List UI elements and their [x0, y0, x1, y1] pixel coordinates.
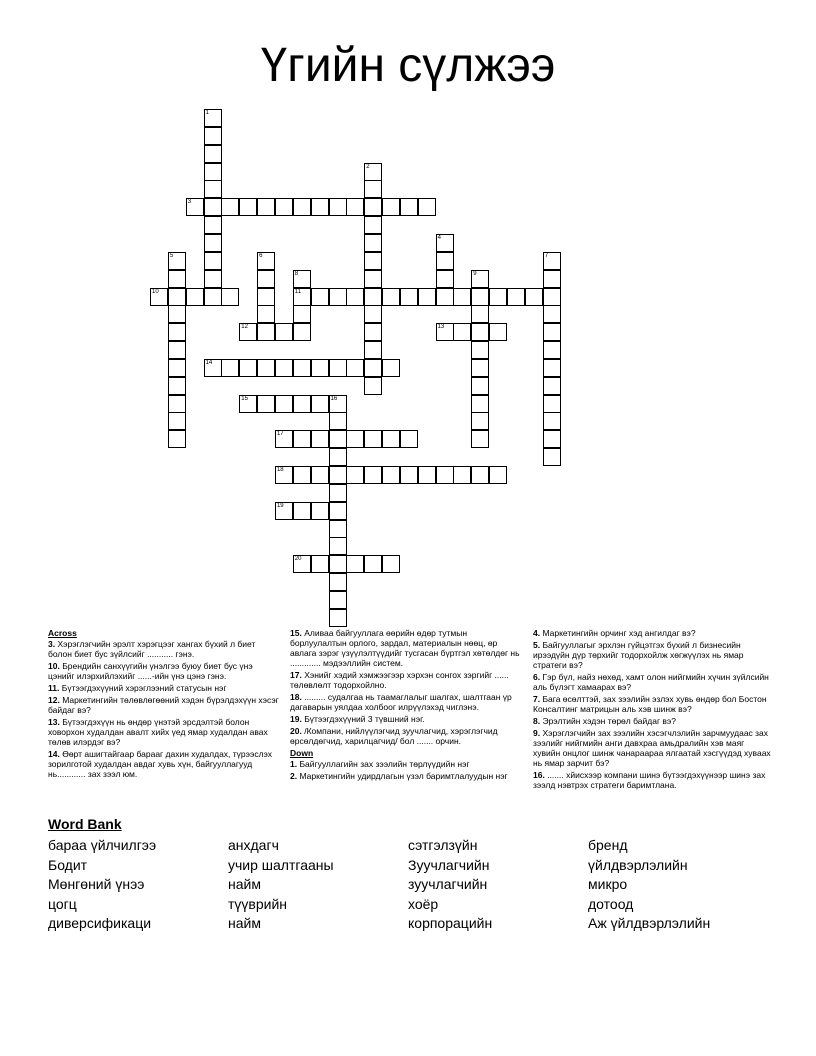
- grid-cell[interactable]: [346, 198, 364, 216]
- clue-across-15: 15. Аливаа байгууллага өөрийн өдөр тутмын борлуулалтын орлого, зардал, материалын нөөц, өр авлага зэрэг үзүүлэлтүүдийг тусгасан бүртгэл хөтөлдөг нь ............. мэдээллийн систем.: [290, 628, 520, 668]
- word-bank-item: цогц: [48, 895, 77, 912]
- word-bank-item: Аж үйлдвэрлэлийн: [588, 915, 711, 931]
- grid-cell[interactable]: [364, 198, 382, 216]
- grid-cell[interactable]: [204, 234, 222, 252]
- word-bank-item: Мөнгөний үнээ: [48, 876, 145, 892]
- grid-cell[interactable]: [489, 323, 507, 341]
- clue-column-1: [48, 628, 280, 781]
- word-bank-item: зуучлагчийн: [408, 876, 488, 892]
- grid-cell[interactable]: [311, 555, 329, 573]
- grid-cell[interactable]: [346, 430, 364, 448]
- across-heading: Across: [48, 628, 77, 638]
- grid-cell[interactable]: [311, 430, 329, 448]
- grid-cell[interactable]: [471, 395, 489, 413]
- word-bank-item: найм: [228, 915, 261, 931]
- word-bank-item: бараа үйлчилгээ: [48, 837, 157, 853]
- grid-cell[interactable]: [168, 288, 186, 306]
- grid-cell[interactable]: [471, 323, 489, 341]
- grid-cell[interactable]: [489, 466, 507, 484]
- word-bank-column-4: [588, 836, 710, 934]
- word-bank-item: дотоод: [588, 895, 634, 912]
- grid-cell[interactable]: [293, 430, 311, 448]
- cell-number: 10: [152, 288, 159, 295]
- grid-cell[interactable]: [364, 359, 382, 377]
- grid-cell[interactable]: [436, 466, 454, 484]
- grid-cell-7[interactable]: [543, 252, 561, 270]
- grid-cell[interactable]: [436, 270, 454, 288]
- grid-cell[interactable]: [471, 305, 489, 323]
- clue-across-19: 19. Бүтээгдэхүүний 3 түвшний нэг.: [290, 714, 425, 724]
- grid-cell[interactable]: [382, 359, 400, 377]
- grid-cell[interactable]: [168, 359, 186, 377]
- grid-cell[interactable]: [364, 430, 382, 448]
- grid-cell[interactable]: [311, 198, 329, 216]
- word-bank-item: бренд: [588, 837, 628, 853]
- word-bank-title: Word Bank: [48, 816, 122, 832]
- grid-cell[interactable]: [543, 288, 561, 306]
- grid-cell[interactable]: [453, 288, 471, 306]
- grid-cell[interactable]: [364, 180, 382, 198]
- word-bank-item: хоёр: [408, 895, 439, 912]
- grid-cell[interactable]: [168, 395, 186, 413]
- grid-cell[interactable]: [382, 288, 400, 306]
- grid-cell[interactable]: [204, 198, 222, 216]
- clue-column-3: [533, 628, 773, 792]
- grid-cell[interactable]: [311, 502, 329, 520]
- cell-number: 6: [259, 252, 263, 259]
- grid-cell[interactable]: [221, 198, 239, 216]
- grid-cell[interactable]: [293, 395, 311, 413]
- grid-cell[interactable]: [329, 502, 347, 520]
- word-bank-item: түүврийн: [228, 895, 288, 912]
- grid-cell[interactable]: [168, 270, 186, 288]
- cell-number: 12: [241, 324, 248, 331]
- grid-cell[interactable]: [364, 341, 382, 359]
- cell-number: 5: [169, 252, 174, 259]
- word-bank-item: учир шалтгааны: [228, 856, 334, 873]
- grid-cell[interactable]: [453, 323, 471, 341]
- word-bank-column-3: [408, 836, 492, 934]
- grid-cell[interactable]: [507, 288, 525, 306]
- grid-cell[interactable]: [221, 359, 239, 377]
- grid-cell[interactable]: [329, 430, 347, 448]
- word-bank-item: корпорацийн: [408, 915, 493, 931]
- grid-cell[interactable]: [168, 323, 186, 341]
- grid-cell[interactable]: [329, 448, 347, 466]
- grid-cell[interactable]: [364, 234, 382, 252]
- grid-cell[interactable]: [204, 180, 222, 198]
- grid-cell-3[interactable]: [186, 198, 204, 216]
- down-heading: Down: [290, 748, 314, 758]
- clue-down-5: 5. Байгууллагыг эрхлэн гүйцэтгэх бүхий л бизнесийн ирээдүйн дүр төрхийг тодорхойлж хөгжүүлэх нь ямар стратеги вэ?: [533, 640, 744, 670]
- grid-cell[interactable]: [239, 198, 257, 216]
- word-bank-item: микро: [588, 876, 628, 892]
- grid-cell-20[interactable]: [293, 555, 311, 573]
- grid-cell[interactable]: [293, 359, 311, 377]
- grid-cell[interactable]: [168, 341, 186, 359]
- clue-across-14: 14. Өөрт ашигтайгаар барааг дахин худалдах, түрээслэх зорилготой худалдан авдаг хувь хүн, байгууллагууд нь............ зах зээл юм.: [48, 749, 273, 779]
- grid-cell[interactable]: [329, 573, 347, 591]
- grid-cell[interactable]: [364, 252, 382, 270]
- clue-across-17: 17. Хэнийг хэдий хэмжээгээр хэрхэн сонгох зэргийг ...... төлөвлөлт тодорхойлно.: [290, 670, 509, 690]
- grid-cell[interactable]: [329, 555, 347, 573]
- grid-cell[interactable]: [329, 484, 347, 502]
- cell-number: 16: [330, 395, 338, 402]
- grid-cell[interactable]: [364, 377, 382, 395]
- grid-cell[interactable]: [364, 323, 382, 341]
- cell-number: 11: [294, 288, 302, 295]
- grid-cell[interactable]: [364, 555, 382, 573]
- cell-number: 1: [205, 110, 209, 116]
- grid-cell-18[interactable]: [275, 466, 293, 484]
- puzzle-title: Үгийн сүлжээ: [260, 39, 556, 92]
- grid-cell[interactable]: [471, 430, 489, 448]
- grid-cell[interactable]: [418, 288, 436, 306]
- grid-cell[interactable]: [293, 305, 311, 323]
- grid-cell[interactable]: [382, 555, 400, 573]
- grid-cell[interactable]: [471, 341, 489, 359]
- grid-cell[interactable]: [168, 430, 186, 448]
- grid-cell[interactable]: [293, 323, 311, 341]
- clue-down-1: 1. Байгууллагийн зах зээлийн төрлүүдийн нэг: [290, 759, 470, 769]
- grid-cell[interactable]: [364, 305, 382, 323]
- grid-cell[interactable]: [418, 466, 436, 484]
- grid-cell[interactable]: [204, 127, 222, 145]
- grid-cell[interactable]: [400, 466, 418, 484]
- grid-cell[interactable]: [204, 252, 222, 270]
- cell-number: 3: [187, 199, 192, 206]
- clue-across-13: 13. Бүтээгдэхүүн нь өндөр үнэтэй эрсдэлтэй болон ховорхон худалдан авалт хийх үед ямар худалдан авах төлөв илэрдэг вэ?: [48, 717, 268, 747]
- grid-cell[interactable]: [329, 466, 347, 484]
- word-bank-item: Бодит: [48, 856, 88, 873]
- grid-cell-4[interactable]: [436, 234, 454, 252]
- grid-cell[interactable]: [543, 448, 561, 466]
- grid-cell[interactable]: [329, 537, 347, 555]
- grid-cell[interactable]: [329, 288, 347, 306]
- grid-cell[interactable]: [257, 198, 275, 216]
- grid-cell[interactable]: [329, 359, 347, 377]
- cell-number: 18: [276, 467, 284, 473]
- grid-cell[interactable]: [346, 555, 364, 573]
- grid-cell[interactable]: [329, 609, 347, 627]
- grid-cell[interactable]: [257, 305, 275, 323]
- grid-cell[interactable]: [311, 395, 329, 413]
- grid-cell[interactable]: [382, 466, 400, 484]
- grid-cell[interactable]: [489, 288, 507, 306]
- grid-cell[interactable]: [400, 198, 418, 216]
- grid-cell[interactable]: [471, 288, 489, 306]
- grid-cell[interactable]: [204, 216, 222, 234]
- grid-cell[interactable]: [543, 270, 561, 288]
- grid-cell[interactable]: [329, 198, 347, 216]
- clue-down-9: 9. Хэрэглэгчийн зах зээлийн хэсэгчлэлийн зарчмуудаас зах зээлийг нийгмийн анги давхраа амьдралийн хэв маяг хувийн онцлог шинж чанараараа ялгаатай хэсгүүдэд хуваах нь ямар зарчит бэ?: [533, 728, 771, 768]
- grid-cell[interactable]: [311, 466, 329, 484]
- grid-cell-12[interactable]: [239, 323, 257, 341]
- grid-cell[interactable]: [204, 163, 222, 181]
- grid-cell[interactable]: [543, 395, 561, 413]
- grid-cell[interactable]: [471, 412, 489, 430]
- clue-column-2: [290, 628, 523, 783]
- grid-cell[interactable]: [293, 198, 311, 216]
- clue-down-4: 4. Маркетингийн орчинг хэд ангилдаг вэ?: [533, 628, 696, 638]
- grid-cell[interactable]: [400, 288, 418, 306]
- grid-cell[interactable]: [204, 270, 222, 288]
- clue-across-18: 18. ......... судалгаа нь таамаглалыг шалгах, шалтгаан үр дагаварын уялдаа холбоог илрүүлэхэд чиглэнэ.: [290, 692, 512, 712]
- cell-number: 4: [437, 234, 441, 241]
- grid-cell-2[interactable]: [364, 163, 382, 181]
- grid-cell[interactable]: [168, 377, 186, 395]
- cell-number: 13: [437, 324, 445, 331]
- grid-cell[interactable]: [364, 288, 382, 306]
- grid-cell-5[interactable]: [168, 252, 186, 270]
- grid-cell[interactable]: [543, 412, 561, 430]
- clue-across-11: 11. Бүтээгдэхүүний хэрэглээний статусын нэг: [48, 683, 227, 693]
- grid-cell[interactable]: [275, 359, 293, 377]
- word-bank-item: сэтгэлзүйн: [408, 837, 478, 853]
- cell-number: 8: [294, 270, 299, 277]
- grid-cell[interactable]: [418, 198, 436, 216]
- grid-cell-10[interactable]: [150, 288, 168, 306]
- cell-number: 20: [294, 556, 302, 563]
- clue-across-3: 3. Хэрэглэгчийн эрэлт хэрэгцээг хангах бүхий л биет болон биет бус зүйлсийг ........... гэнэ.: [48, 639, 256, 659]
- grid-cell[interactable]: [275, 395, 293, 413]
- grid-cell[interactable]: [329, 412, 347, 430]
- grid-cell[interactable]: [471, 466, 489, 484]
- grid-cell[interactable]: [346, 466, 364, 484]
- clue-across-12: 12. Маркетингийн төлөвлөгөөний хэдэн бүрэлдэхүүн хэсэг байдаг вэ?: [48, 695, 279, 715]
- cell-number: 2: [366, 163, 370, 170]
- grid-cell[interactable]: [543, 430, 561, 448]
- grid-cell[interactable]: [311, 288, 329, 306]
- word-bank-column-1: [48, 836, 156, 934]
- grid-cell[interactable]: [364, 270, 382, 288]
- grid-cell[interactable]: [186, 288, 204, 306]
- grid-cell[interactable]: [382, 430, 400, 448]
- grid-cell-1[interactable]: [204, 109, 222, 127]
- clue-across-10: 10. Брендийн санхүүгийн үнэлгээ буюу биет бус үнэ цэнийг илэрхийлэхийг ......-ийн үнэ цэнэ гэнэ.: [48, 661, 253, 681]
- word-bank-item: Зуучлагчийн: [408, 856, 490, 873]
- clue-down-8: 8. Эрэлтийн хэдэн төрөл байдаг вэ?: [533, 716, 676, 726]
- word-bank-column-2: [228, 836, 334, 934]
- grid-cell[interactable]: [543, 323, 561, 341]
- grid-cell[interactable]: [293, 502, 311, 520]
- grid-cell[interactable]: [364, 466, 382, 484]
- grid-cell-9[interactable]: [471, 270, 489, 288]
- grid-cell[interactable]: [221, 288, 239, 306]
- grid-cell[interactable]: [400, 430, 418, 448]
- grid-cell[interactable]: [525, 288, 543, 306]
- grid-cell-11[interactable]: [293, 288, 311, 306]
- word-bank-item: найм: [228, 876, 261, 892]
- grid-cell-13[interactable]: [436, 323, 454, 341]
- grid-cell[interactable]: [436, 252, 454, 270]
- cell-number: 19: [276, 502, 284, 509]
- grid-cell[interactable]: [543, 305, 561, 323]
- cell-number: 7: [544, 252, 549, 259]
- grid-cell[interactable]: [382, 198, 400, 216]
- grid-cell[interactable]: [471, 359, 489, 377]
- word-bank-item: анхдагч: [228, 837, 279, 853]
- cell-number: 17: [276, 431, 284, 438]
- word-bank-item: үйлдвэрлэлийн: [588, 856, 688, 873]
- grid-cell[interactable]: [204, 288, 222, 306]
- grid-cell[interactable]: [168, 305, 186, 323]
- grid-cell[interactable]: [257, 359, 275, 377]
- grid-cell[interactable]: [329, 520, 347, 538]
- clue-down-2: 2. Маркетингийн удирдлагын үзэл баримтлалуудын нэг: [290, 771, 508, 781]
- grid-cell[interactable]: [543, 359, 561, 377]
- cell-number: 15: [241, 395, 248, 402]
- grid-cell[interactable]: [257, 395, 275, 413]
- grid-cell[interactable]: [346, 359, 364, 377]
- grid-cell[interactable]: [346, 288, 364, 306]
- grid-cell[interactable]: [293, 466, 311, 484]
- word-bank-item: диверсификаци: [48, 915, 152, 931]
- grid-cell[interactable]: [275, 323, 293, 341]
- cell-number: 14: [205, 359, 213, 366]
- clue-down-16: 16. ....... хйисхээр компани шинэ бүтээгдэхүүнээр шинэ зах зээлд нэвтрэх стратеги баримтлана.: [533, 770, 766, 790]
- grid-cell[interactable]: [257, 270, 275, 288]
- grid-cell[interactable]: [275, 198, 293, 216]
- grid-cell-15[interactable]: [239, 395, 257, 413]
- clue-across-20: 20. /Компани, нийлүүлэгчид зуучлагчид, хэрэглэгчид өрсөлдөгчид, харилцагчид/ бол ....... орчин.: [290, 726, 498, 746]
- grid-cell-14[interactable]: [204, 359, 222, 377]
- grid-cell[interactable]: [364, 216, 382, 234]
- grid-cell[interactable]: [204, 145, 222, 163]
- grid-cell[interactable]: [453, 466, 471, 484]
- grid-cell-17[interactable]: [275, 430, 293, 448]
- clue-down-6: 6. Гэр бүл, найз нөхөд, хамт олон нийгмийн хүчин зүйлсийн аль бүлэгт хамаарах вэ?: [533, 672, 769, 692]
- grid-cell[interactable]: [257, 288, 275, 306]
- grid-cell-6[interactable]: [257, 252, 275, 270]
- cell-number: 9: [473, 270, 477, 277]
- grid-cell[interactable]: [168, 412, 186, 430]
- clue-down-7: 7. Бага өсөлттэй, зах зээлийн эзлэх хувь өндөр бол Бостон Консалтинг матрицын аль хэв шинж вэ?: [533, 694, 767, 714]
- grid-cell[interactable]: [471, 377, 489, 395]
- grid-cell[interactable]: [329, 591, 347, 609]
- grid-cell-19[interactable]: [275, 502, 293, 520]
- grid-cell-16[interactable]: [329, 395, 347, 413]
- grid-cell[interactable]: [543, 341, 561, 359]
- grid-cell[interactable]: [257, 323, 275, 341]
- grid-cell-8[interactable]: [293, 270, 311, 288]
- grid-cell[interactable]: [311, 359, 329, 377]
- grid-cell[interactable]: [543, 377, 561, 395]
- grid-cell[interactable]: [239, 359, 257, 377]
- grid-cell[interactable]: [436, 288, 454, 306]
